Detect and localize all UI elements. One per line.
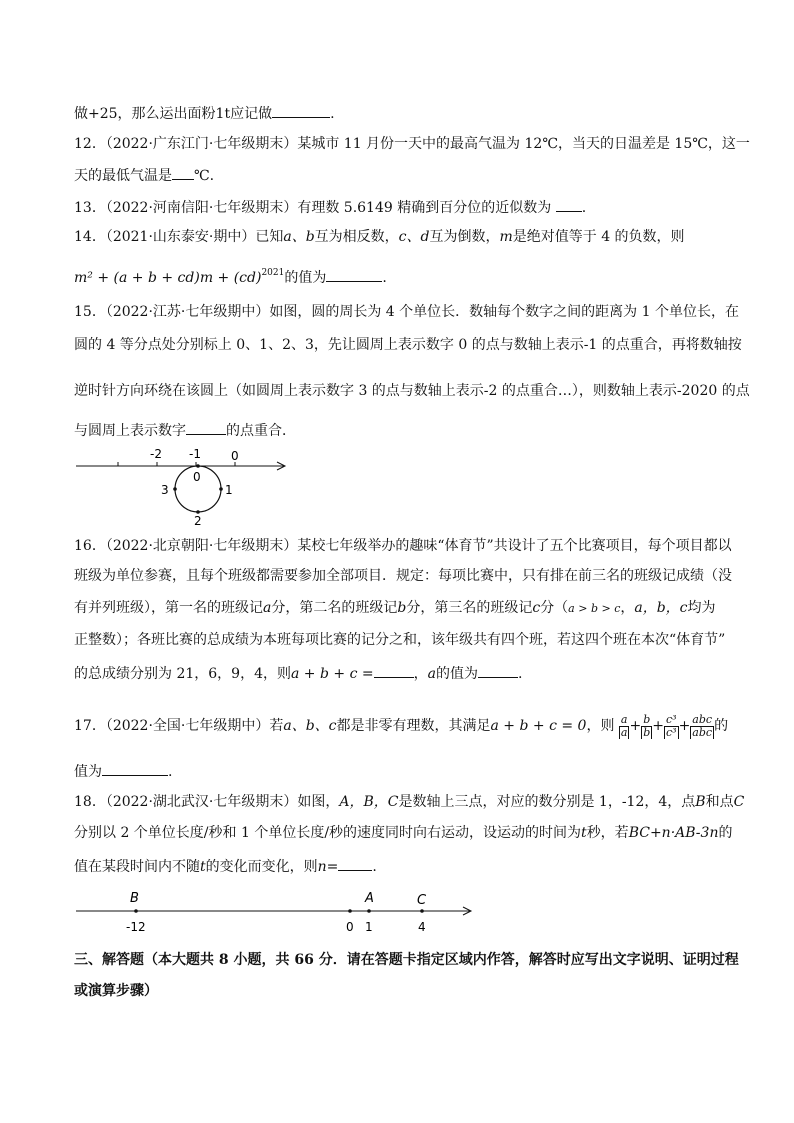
question-15-line-1 [74,302,739,322]
question-text: . [581,200,587,216]
numerator: abc [692,712,713,726]
point-A [367,909,371,913]
question-text: 圆的 4 等分点处分别标上 0、1、2、3，先让圆周上表示数字 0 的点与数轴上表示-1 的点重合，再将数轴按 [74,337,742,353]
question-text: 的 [718,825,733,841]
variable: B [695,794,706,810]
variable: A，B，C [339,794,399,810]
math-expression: BC+n·AB-3n [628,825,719,841]
question-text: 班级为单位参赛，且每个班级都需要参加全部项目．规定：每项比赛中，只有排在前三名的班级记成绩（没 [74,568,732,584]
question-text: 分（ [540,600,569,616]
question-18-line-3 [74,855,377,877]
numerator: b [643,712,651,726]
question-text: 14．（2021·山东泰安·期中）已知 [74,229,284,245]
section-heading: 三、解答题（本大题共 8 小题，共 66 分．请在答题卡指定区域内作答，解答时应写出文字说明、证明过程 [74,952,739,968]
question-text: 17．（2022·全国·七年级期中）若 [74,718,284,734]
text-line [74,102,335,124]
tick-label: 4 [418,920,426,934]
answer-blank[interactable] [374,662,414,678]
question-text: 分别以 2 个单位长度/秒和 1 个单位长度/秒的速度同时向右运动，设运动的时间为 [74,825,582,841]
origin-point [348,909,352,913]
answer-blank[interactable] [556,196,582,212]
question-17-line-2 [74,760,172,782]
variable: a [263,600,272,616]
question-text: 值在某段时间内不随 [74,859,200,875]
question-text: 是绝对值等于 4 的负数，则 [512,229,685,245]
question-18-line-2 [74,823,732,843]
question-15-line-2 [74,335,742,355]
point-C [420,909,424,913]
question-text: . [382,270,387,286]
tick-label: 0 [231,449,239,463]
abs-value: a [620,725,628,739]
variable: C [733,794,745,810]
fraction [619,714,630,739]
answer-blank[interactable] [478,662,518,678]
circle-label: 2 [194,514,202,528]
tick-label: -1 [189,447,201,461]
circle-label: 0 [193,470,201,484]
question-text: 分，第三名的班级记 [406,600,533,616]
question-16-line-1 [74,536,732,556]
question-text: 天的最低气温是 [74,168,172,184]
question-text: 分，第二名的班级记 [271,600,398,616]
abs-value: c³ [665,725,677,739]
answer-blank[interactable] [172,164,194,180]
math-expression: a + b + c = [291,666,374,682]
question-text: 15．（2022·江苏·七年级期中）如图，圆的周长为 4 个单位长．数轴每个数字之间的距离为 1 个单位长，在 [74,304,739,320]
answer-blank[interactable] [272,102,330,118]
variable: t [581,825,587,841]
variable: a、b [283,229,315,245]
question-16-line-2 [74,566,732,586]
question-12-line-1 [74,134,750,154]
question-text: . [168,764,173,780]
question-text: 互为相反数， [314,229,399,245]
variable: b [397,600,407,616]
question-text: . [517,666,523,682]
tick-label: 0 [346,920,354,934]
variable: t [200,859,206,875]
fraction [690,714,714,739]
section-heading-line-2 [74,981,158,1001]
math-expression: m² + (a + b + cd)m + (cd) [74,270,262,286]
point-label: B [130,891,139,906]
denominator [619,726,630,739]
answer-blank[interactable] [326,266,382,282]
question-text: 18．（2022·湖北武汉·七年级期末）如图， [74,794,340,810]
question-text: 值为 [74,764,102,780]
question-16-line-5 [74,662,522,684]
question-text: ，则 [586,718,615,734]
question-16-line-4 [74,630,725,650]
question-12-line-2 [74,164,214,186]
answer-blank[interactable] [338,855,372,871]
question-text: 与圆周上表示数字 [74,423,186,439]
tick-label: -12 [126,920,146,934]
circle-label: 3 [161,483,169,497]
circle-label: 1 [225,483,233,497]
question-text: 12．（2022·广东江门·七年级期末）某城市 11 月份一天中的最高气温为 12℃，当天的日温差是 15℃，这一 [74,136,750,152]
text: . [330,106,335,122]
fraction [641,714,652,739]
number-line-circle-figure [74,444,294,530]
question-18-line-1 [74,792,744,812]
question-text: 互为倒数， [429,229,500,245]
number-line-figure [74,888,484,938]
question-13-line [74,196,586,218]
answer-blank[interactable] [186,419,226,435]
question-text: 的总成绩分别为 21，6，9，4，则 [74,666,291,682]
denominator [664,726,679,739]
question-16-line-3 [74,598,716,619]
question-14-line-2 [74,263,387,288]
tick-label: 1 [365,920,373,934]
variable: n [317,859,327,875]
tick-label: -2 [150,447,162,461]
point-label: A [365,891,374,906]
question-text: 是数轴上三点，对应的数分别是 1，-12，4，点 [398,794,696,810]
variable: a [427,666,436,682]
question-14-line-1 [74,227,685,247]
variable: a，b，c [634,600,688,616]
question-17-line-1: 17．（2022·全国·七年级期中）若a、b、c都是非零有理数，其满足a + b + c = 0，则 $\frac{a}{a}$ + $\frac{b}{b}$ + $\frac{\text{c³}}{\text{c³}}$ + $\frac{\text{abc}}{\text{abc}}$ 的 [74,712,729,739]
answer-blank[interactable] [102,760,168,776]
point-B [134,909,138,913]
question-15-line-3 [74,381,750,401]
question-text: 的值为 [435,666,478,682]
question-text: 均为 [687,600,716,616]
question-text: 13．（2022·河南信阳·七年级期末）有理数 5.6149 精确到百分位的近似数为 [74,200,556,216]
question-text: 正整数）；各班比赛的总成绩为本班每项比赛的记分之和，该年级共有四个班，若这四个班在本次“体育节” [74,632,726,648]
question-text: ℃. [194,168,215,184]
question-text: 的点重合． [226,423,296,439]
fraction [664,714,679,739]
question-text: 的值为 [284,270,327,286]
variable: a、b、c [283,718,337,734]
circle-point [173,487,177,491]
question-text: ， [620,600,635,616]
circle-point [196,464,200,468]
question-text: 的变化而变化，则 [205,859,318,875]
variable: c [532,600,541,616]
question-text: . [372,859,377,875]
question-text: ， [413,666,428,682]
denominator [641,726,652,739]
question-text: 逆时针方向环绕在该圆上（如圆周上表示数字 3 的点与数轴上表示-2 的点重合…），则数轴上表示-2020 的点 [74,383,750,399]
variable: m [499,229,513,245]
section-heading-line-1 [74,950,739,970]
text: 做+25，那么运出面粉1t应记做 [74,106,273,122]
variable: c、d [398,229,430,245]
numerator: c³ [665,712,677,726]
math-expression: a > b > c [568,602,621,615]
exponent: 2021 [261,268,285,278]
math-expression: a + b + c = 0 [490,718,587,734]
numerator: a [620,712,628,726]
denominator [690,726,714,739]
question-text: 16．（2022·北京朝阳·七年级期末）某校七年级举办的趣味“体育节”共设计了五个比赛项目，每个项目都以 [74,538,732,554]
question-text: = [326,859,339,875]
question-text: 和点 [705,794,734,810]
question-text: 有并列班级），第一名的班级记 [74,600,263,616]
question-text: 都是非零有理数，其满足 [336,718,491,734]
question-15-line-4 [74,419,296,441]
abs-value: abc [692,725,713,739]
section-heading: 或演算步骤） [74,983,158,999]
question-text: 的 [714,718,729,734]
question-text: 秒，若 [586,825,629,841]
point-label: C [417,893,427,908]
abs-value: b [643,725,651,739]
circle-point [219,487,223,491]
